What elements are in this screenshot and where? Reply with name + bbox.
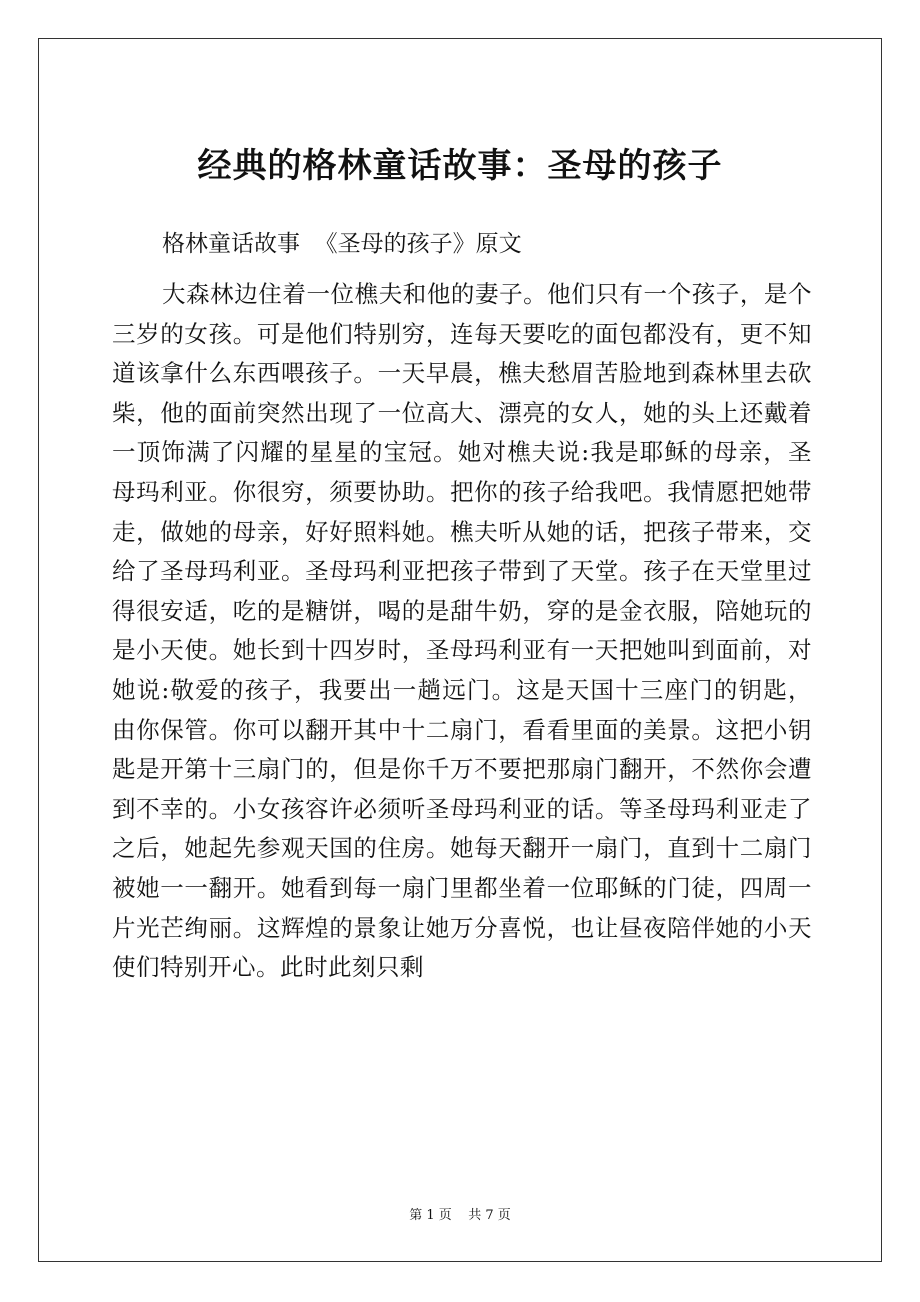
body-paragraph: 大森林边住着一位樵夫和他的妻子。他们只有一个孩子，是个三岁的女孩。可是他们特别穷，连每天要吃的面包都没有，更不知道该拿什么东西喂孩子。一天早晨，樵夫愁眉苦脸地到森林里去砍柴，他的面前突然出现了一位高大、漂亮的女人，她的头上还戴着一顶饰满了闪耀的星星的宝冠。她对樵夫说:我是耶稣的母亲，圣母玛利亚。你很穷，须要协助。把你的孩子给我吧。我情愿把她带走，做她的母亲，好好照料她。樵夫听从她的话，把孩子带来，交给了圣母玛利亚。圣母玛利亚把孩子带到了天堂。孩子在天堂里过得很安适，吃的是糖饼，喝的是甜牛奶，穿的是金衣服，陪她玩的是小天使。她长到十四岁时，圣母玛利亚有一天把她叫到面前，对她说:敬爱的孩子，我要出一趟远门。这是天国十三座门的钥匙，由你保管。你可以翻开其中十二扇门，看看里面的美景。这把小钥匙是开第十三扇门的，但是你千万不要把那扇门翻开，不然你会遭到不幸的。小女孩容许必须听圣母玛利亚的话。等圣母玛利亚走了之后，她起先参观天国的住房。她每天翻开一扇门，直到十二扇门被她一一翻开。她看到每一扇门里都坐着一位耶稣的门徒，四周一片光芒绚丽。这辉煌的景象让她万分喜悦，也让昼夜陪伴她的小天使们特别开心。此时此刻只剩 [112, 280, 812, 982]
document-subtitle: 格林童话故事 《圣母的孩子》原文 [162, 231, 522, 257]
document-title: 经典的格林童话故事：圣母的孩子 [197, 146, 723, 186]
page-footer: 第 1 页 共 7 页 [409, 1208, 511, 1223]
